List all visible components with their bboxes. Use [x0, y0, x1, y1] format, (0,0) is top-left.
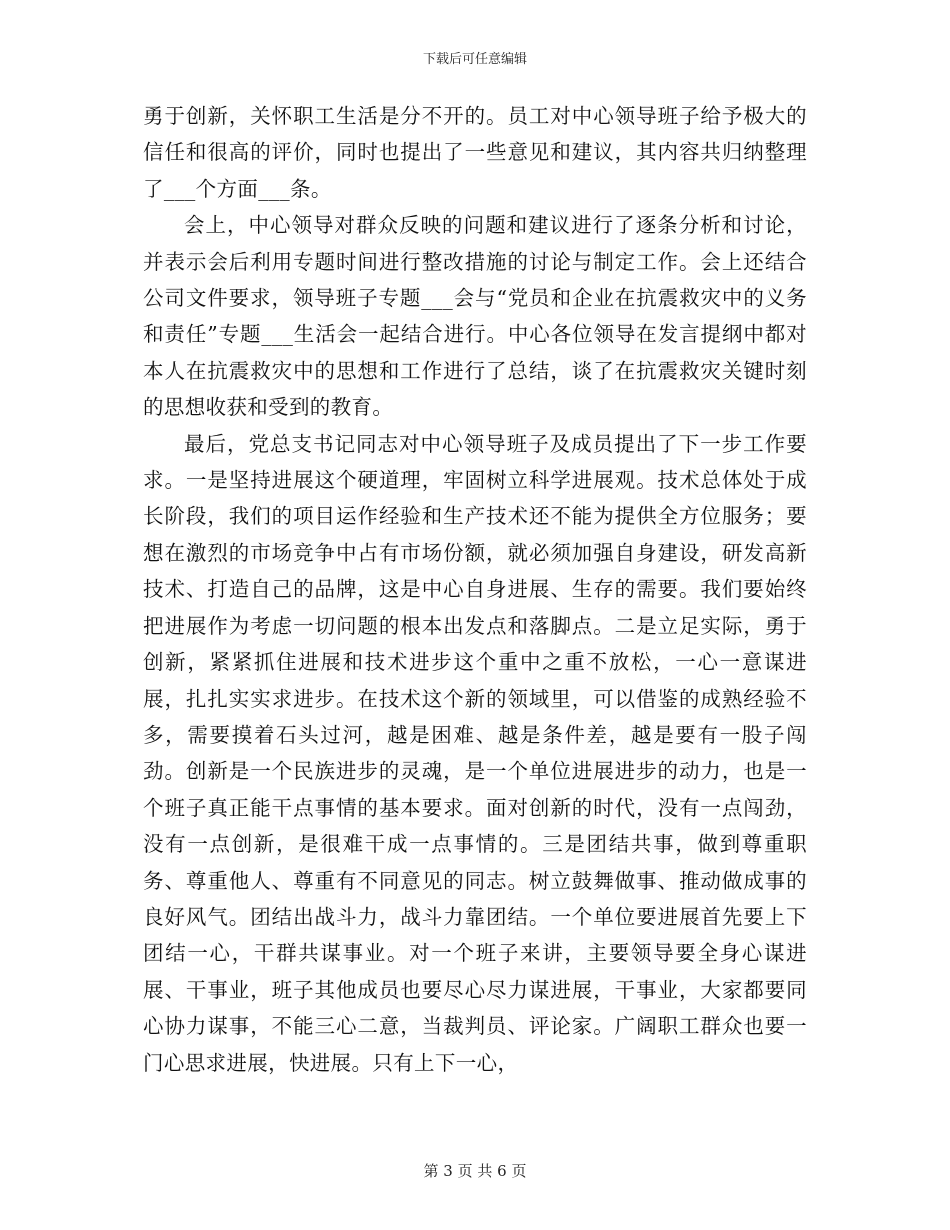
page-number: 第 3 页 共 6 页 [423, 1162, 527, 1180]
document-body [143, 98, 807, 1081]
paragraph-meeting: 会上，中心领导对群众反映的问题和建议进行了逐条分析和讨论，并表示会后利用专题时间进行整改措施的讨论与制定工作。会上还结合公司文件要求，领导班子专题___会与“党员和企业在抗震救灾中的义务和责任”专题___生活会一起结合进行。中心各位领导在发言提纲中都对本人在抗震救灾中的思想和工作进行了总结，谈了在抗震救灾关键时刻的思想收获和受到的教育。 [143, 213, 807, 420]
paragraph-continuation: 勇于创新，关怀职工生活是分不开的。员工对中心领导班子给予极大的信任和很高的评价，同时也提出了一些意见和建议，其内容共归纳整理了___个方面___条。 [143, 104, 807, 201]
page-header: 下载后可任意编辑 [422, 52, 527, 67]
paragraph-requirements: 最后，党总支书记同志对中心领导班子及成员提出了下一步工作要求。一是坚持进展这个硬道理，牢固树立科学进展观。技术总体处于成长阶段，我们的项目运作经验和生产技术还不能为提供全方位服务；要想在激烈的市场竞争中占有市场份额，就必须加强自身建设，研发高新技术、打造自己的品牌，这是中心自身进展、生存的需要。我们要始终把进展作为考虑一切问题的根本出发点和落脚点。二是立足实际，勇于创新，紧紧抓住进展和技术进步这个重中之重不放松，一心一意谋进展，扎扎实实求进步。在技术这个新的领域里，可以借鉴的成熟经验不多，需要摸着石头过河，越是困难、越是条件差，越是要有一股子闯劲。创新是一个民族进步的灵魂，是一个单位进展进步的动力，也是一个班子真正能干点事情的基本要求。面对创新的时代，没有一点闯劲，没有一点创新，是很难干成一点事情的。三是团结共事，做到尊重职务、尊重他人、尊重有不同意见的同志。树立鼓舞做事、推动做成事的良好风气。团结出战斗力，战斗力靠团结。一个单位要进展首先要上下团结一心，干群共谋事业。对一个班子来讲，主要领导要全身心谋进展、干事业，班子其他成员也要尽心尽力谋进展，干事业，大家都要同心协力谋事，不能三心二意，当裁判员、评论家。广阔职工群众也要一门心思求进展，快进展。只有上下一心， [143, 431, 807, 1075]
